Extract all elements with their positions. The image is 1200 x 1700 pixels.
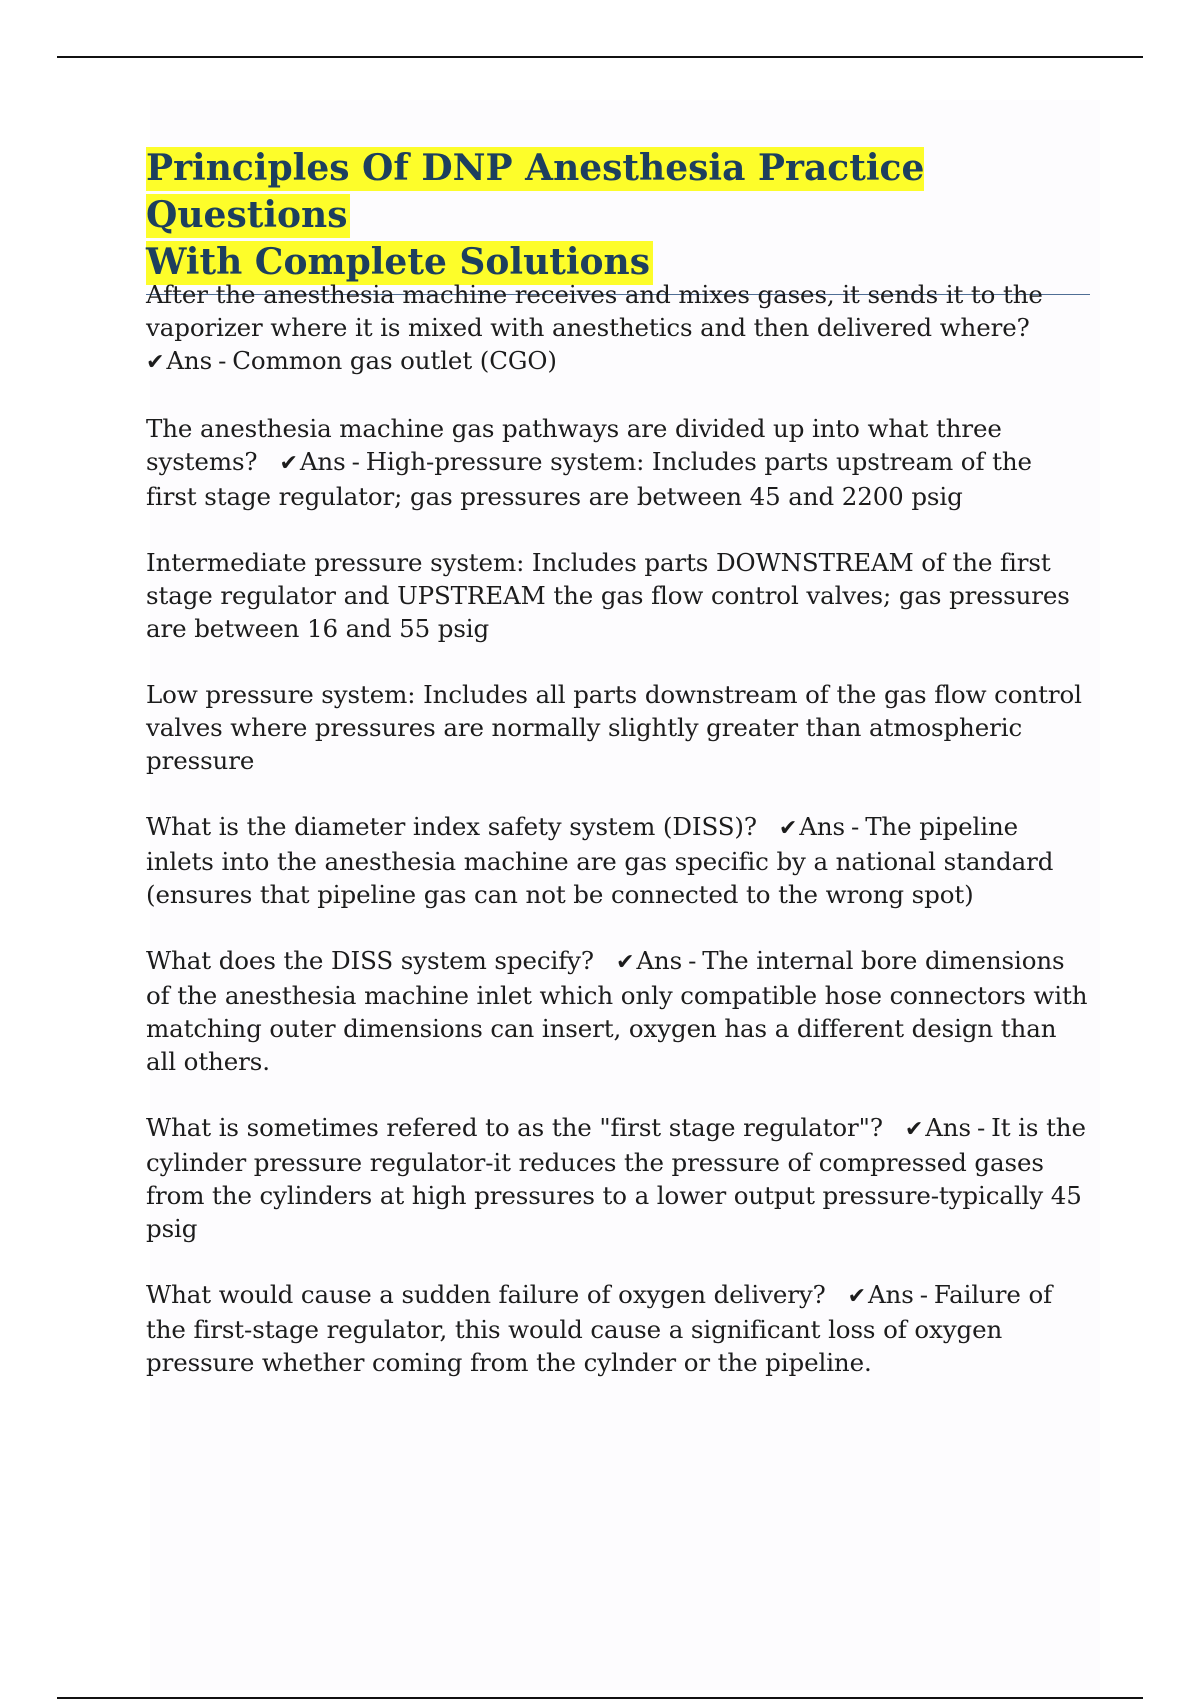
question-text: After the anesthesia machine receives and mixes gases, it sends it to the vaporizer where it is mixed with anesthetics and then delivered where? bbox=[146, 280, 1043, 342]
question-text: What is sometimes refered to as the "first stage regulator"? bbox=[146, 1113, 883, 1142]
document-title bbox=[146, 145, 1090, 286]
qa-item bbox=[146, 810, 1090, 911]
ans-label: Ans bbox=[166, 346, 213, 375]
checkmark-icon: ✔ bbox=[778, 816, 798, 841]
answer-paragraph bbox=[146, 546, 1090, 645]
page-bottom-rule bbox=[57, 1697, 1143, 1699]
question-text: What is the diameter index safety system (DISS)? bbox=[146, 812, 757, 841]
title-block bbox=[146, 145, 1090, 295]
ans-label: Ans bbox=[636, 946, 683, 975]
ans-separator: - bbox=[218, 346, 227, 375]
question-text: The anesthesia machine gas pathways are divided up into what three systems? bbox=[146, 414, 1002, 476]
qa-item bbox=[146, 412, 1090, 513]
document-title-line-2: With Complete Solutions bbox=[146, 241, 653, 285]
qa-item bbox=[146, 944, 1090, 1078]
ans-label: Ans bbox=[867, 1280, 914, 1309]
ans-label: Ans bbox=[925, 1113, 971, 1142]
answer-text: The internal bore dimensions of the anesthesia machine inlet which only compatible hose connectors with matching outer dimensions can insert, oxygen has a different design than all others. bbox=[146, 946, 1088, 1076]
ans-separator: - bbox=[851, 812, 860, 841]
answer-text: High-pressure system: Includes parts upstream of the first stage regulator; gas pressures are between 45 and 2200 psig bbox=[146, 447, 1032, 511]
answer-paragraph bbox=[146, 678, 1090, 777]
answer-text: Failure of the first-stage regulator, this would cause a significant loss of oxygen pressure whether coming from the cylnder or the pipeline. bbox=[146, 1280, 1053, 1377]
answer-text: Intermediate pressure system: Includes parts DOWNSTREAM of the first stage regulator and UPSTREAM the gas flow control valves; gas pressures are between 16 and 55 psig bbox=[146, 548, 1070, 643]
answer-text: Low pressure system: Includes all parts downstream of the gas flow control valves where pressures are normally slightly greater than atmospheric pressure bbox=[146, 680, 1082, 775]
checkmark-icon: ✔ bbox=[847, 1284, 866, 1309]
answer-text: It is the cylinder pressure regulator-it reduces the pressure of compressed gases from the cylinders at high pressures to a lower output pressure-typically 45 psig bbox=[146, 1113, 1086, 1243]
qa-item bbox=[146, 1111, 1090, 1245]
question-text: What does the DISS system specify? bbox=[146, 946, 594, 975]
checkmark-icon: ✔ bbox=[615, 950, 635, 975]
qa-item bbox=[146, 278, 1090, 379]
page-top-rule bbox=[57, 56, 1143, 58]
qa-item bbox=[146, 1278, 1090, 1379]
ans-separator: - bbox=[688, 946, 697, 975]
document-title-line-1: Principles Of DNP Anesthesia Practice Questions bbox=[146, 147, 925, 236]
ans-label: Ans bbox=[799, 812, 845, 841]
checkmark-icon: ✔ bbox=[904, 1117, 924, 1142]
ans-separator: - bbox=[351, 447, 360, 476]
checkmark-icon: ✔ bbox=[279, 451, 298, 476]
question-text: What would cause a sudden failure of oxygen delivery? bbox=[146, 1280, 826, 1309]
ans-separator: - bbox=[976, 1113, 986, 1142]
ans-label: Ans bbox=[299, 447, 346, 476]
qa-list bbox=[146, 278, 1090, 1412]
checkmark-icon: ✔ bbox=[146, 350, 165, 375]
ans-separator: - bbox=[919, 1280, 928, 1309]
answer-text: Common gas outlet (CGO) bbox=[232, 346, 557, 375]
answer-text: The pipeline inlets into the anesthesia machine are gas specific by a national standard (ensures that pipeline gas can not be connected to the wrong spot) bbox=[146, 812, 1054, 909]
